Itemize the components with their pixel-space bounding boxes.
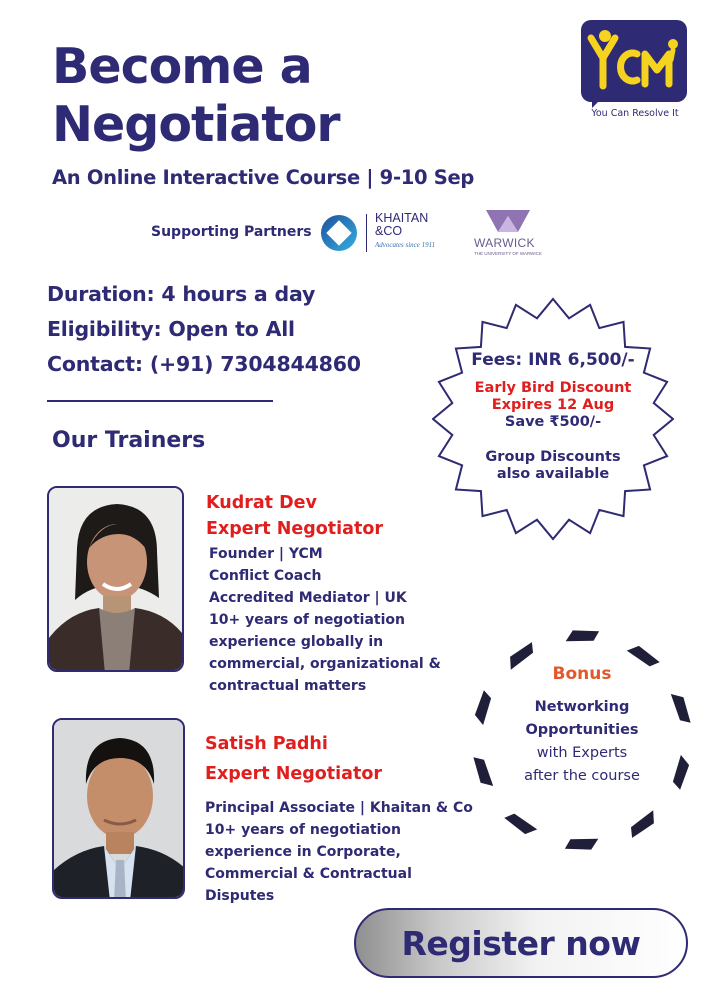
bonus-ring-segment	[631, 810, 654, 838]
duration-info: Duration: 4 hours a day	[47, 282, 316, 306]
trainer-1-portrait	[49, 488, 184, 672]
page-title	[52, 38, 340, 154]
trainer-1-name: Kudrat Dev	[206, 493, 317, 513]
early-bird-expiry: Expires 12 Aug	[491, 397, 615, 413]
group-discount-line2: also available	[496, 466, 610, 482]
bonus-ring-segment	[504, 814, 537, 835]
warwick-wordmark: WARWICK	[474, 236, 535, 250]
ycm-logo-mark	[581, 20, 687, 102]
trainer-2-portrait	[54, 720, 185, 899]
partners-label: Supporting Partners	[151, 224, 312, 240]
eligibility-info: Eligibility: Open to All	[47, 317, 295, 341]
title-line-1: Become a	[52, 38, 312, 95]
early-bird-label: Early Bird Discount	[474, 380, 632, 396]
group-discount-line1: Group Discounts	[485, 449, 621, 465]
early-bird-saving: Save ₹500/-	[504, 414, 602, 430]
trainers-heading: Our Trainers	[52, 428, 206, 453]
title-line-2: Negotiator	[52, 96, 340, 153]
course-subtitle: An Online Interactive Course | 9-10 Sep	[52, 166, 475, 189]
khaitan-tagline: Advocates since 1911	[375, 241, 436, 249]
warwick-subtitle: THE UNIVERSITY OF WARWICK	[474, 251, 542, 256]
logo-tagline: You Can Resolve It	[591, 108, 679, 119]
khaitan-logo-icon	[320, 214, 358, 252]
contact-info: Contact: (+91) 7304844860	[47, 352, 361, 376]
register-now-label: Register now	[401, 923, 641, 963]
trainer-photo-satish-padhi	[52, 718, 185, 899]
trainer-photo-kudrat-dev	[47, 486, 184, 672]
bonus-title: Bonus	[552, 664, 612, 684]
trainer-2-role: Expert Negotiator	[205, 764, 382, 784]
bonus-ring-segment	[566, 630, 599, 641]
trainer-1-bio: Founder | YCM Conflict Coach Accredited Mediator | UK 10+ years of negotiation experience globally in commercial, organizational & contractual matters	[209, 546, 441, 694]
register-now-button[interactable]	[354, 908, 688, 978]
ycm-logo	[581, 20, 687, 102]
khaitan-wordmark: KHAITAN &CO	[375, 211, 429, 238]
khaitan-separator	[366, 214, 367, 252]
trainer-2-name: Satish Padhi	[205, 734, 328, 754]
logo-speech-tail	[592, 96, 604, 108]
fees-panel	[432, 350, 674, 483]
trainer-1-role: Expert Negotiator	[206, 519, 383, 539]
warwick-logo-icon	[484, 208, 532, 234]
fees-amount: Fees: INR 6,500/-	[471, 350, 635, 370]
bonus-text: Networking Opportunities with Experts after the course	[524, 699, 640, 784]
section-divider	[47, 400, 273, 402]
trainer-2-bio: Principal Associate | Khaitan & Co 10+ years of negotiation experience in Corporate, Commercial & Contractual Disputes	[205, 800, 473, 904]
bonus-ring-segment	[565, 839, 598, 850]
